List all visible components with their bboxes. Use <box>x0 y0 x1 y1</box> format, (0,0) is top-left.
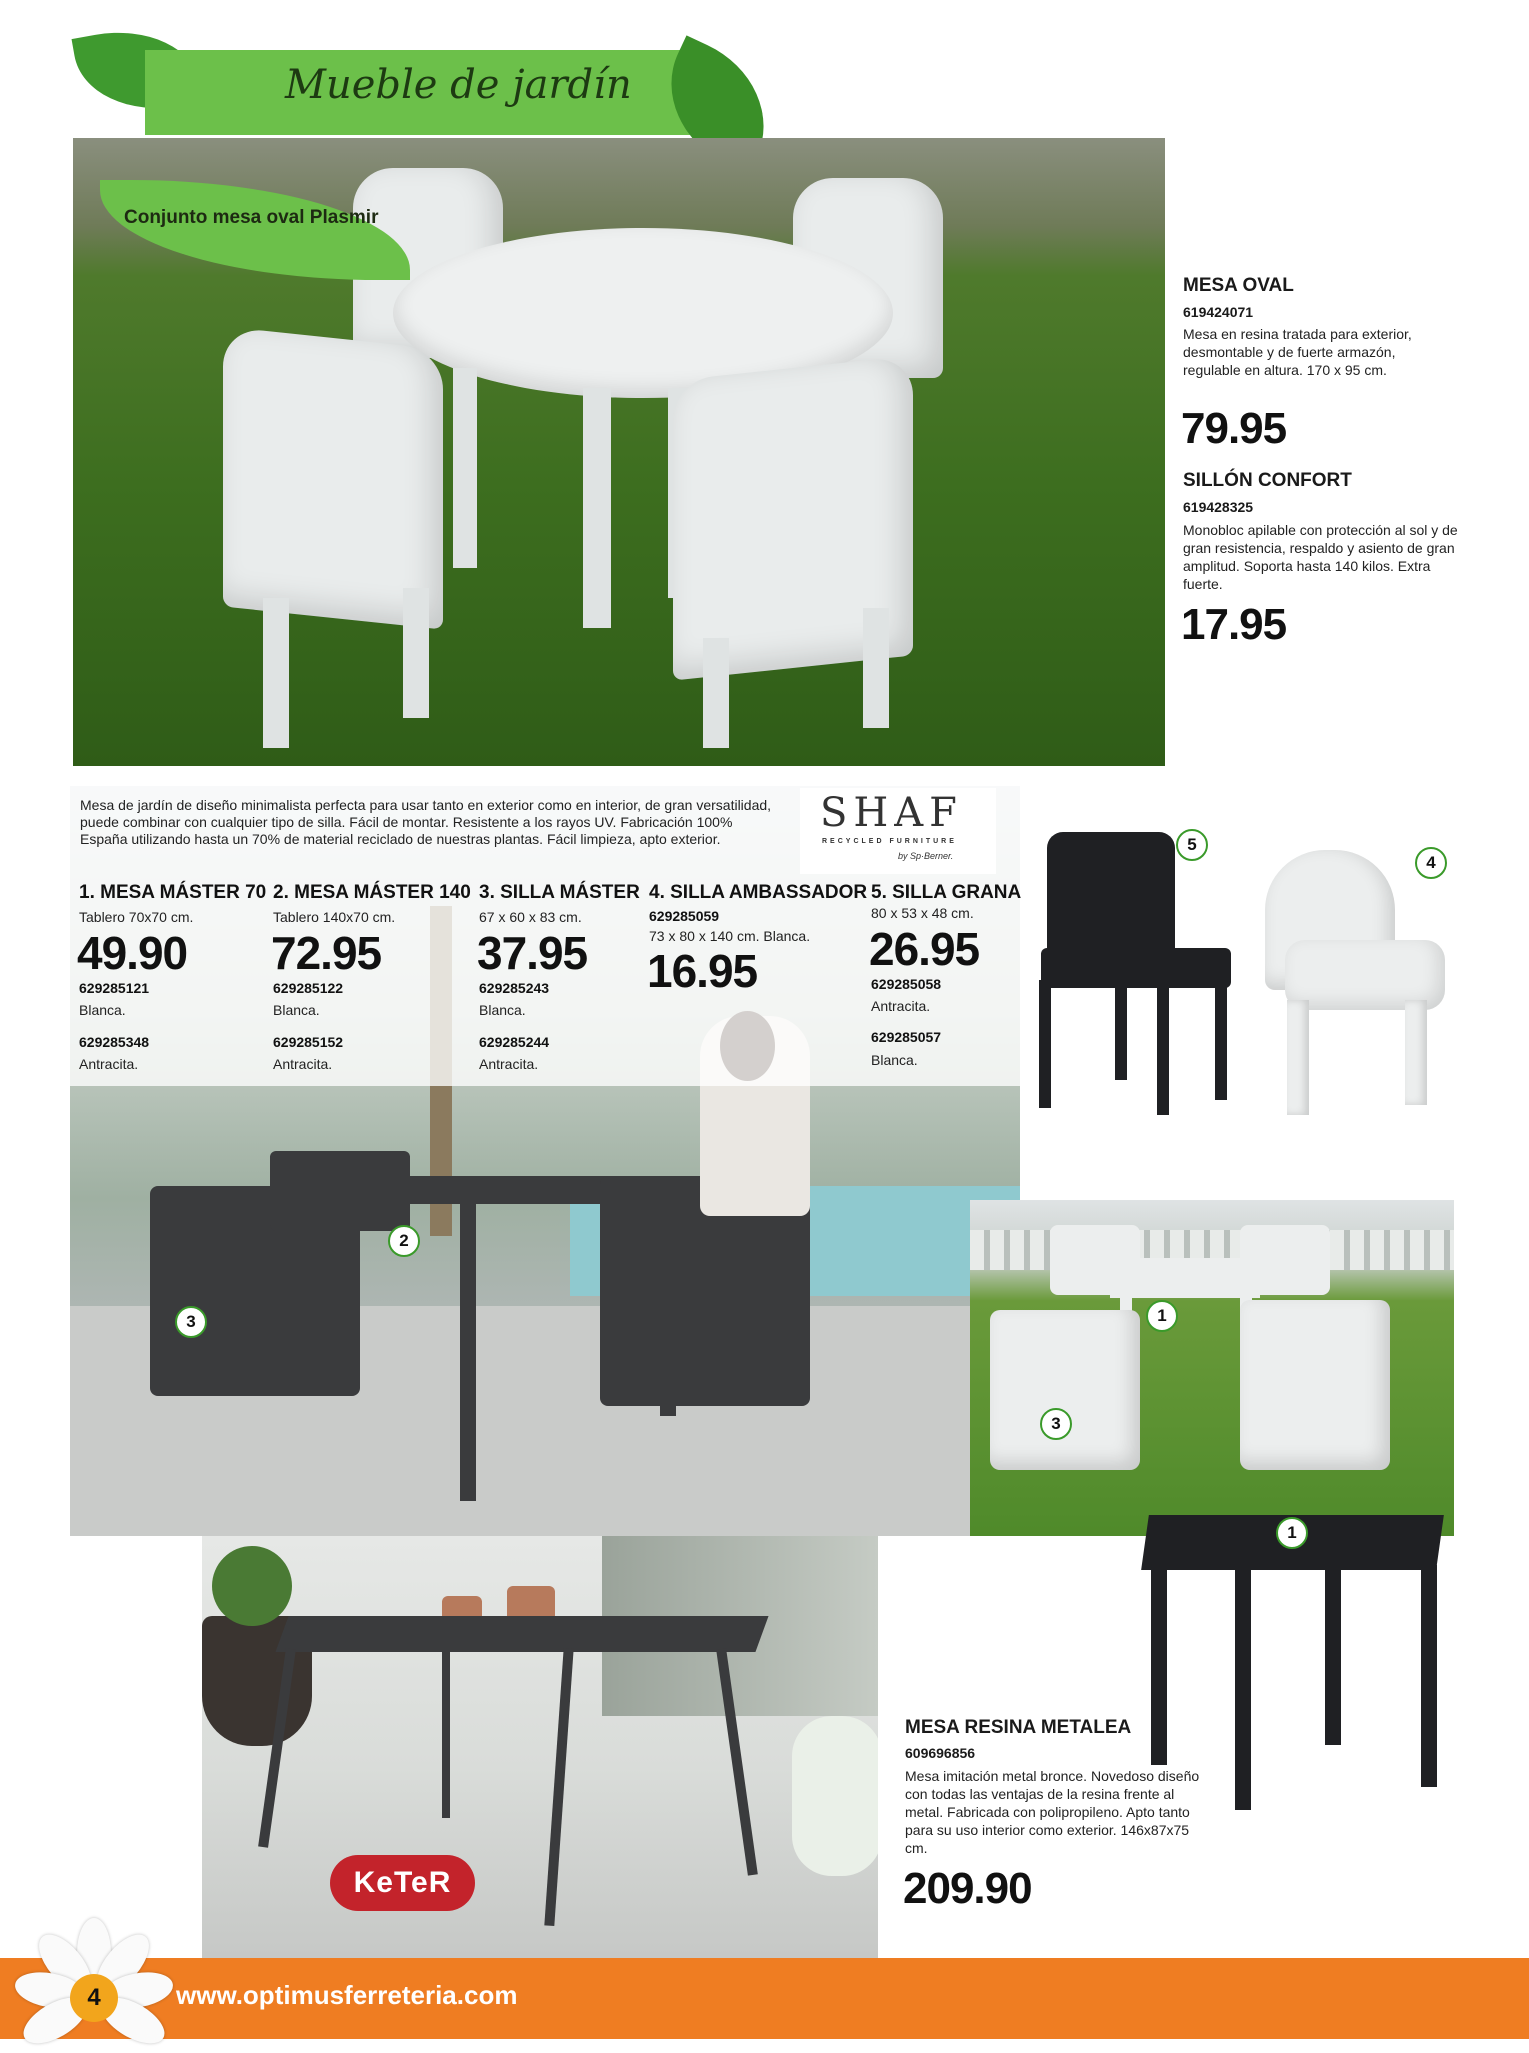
item-color: Blanca. <box>79 1002 126 1018</box>
item-code: 629285244 <box>479 1034 550 1050</box>
item-dimensions: Tablero 70x70 cm. <box>79 909 194 925</box>
item-code: 629285348 <box>79 1034 150 1050</box>
item-dimensions: Tablero 140x70 cm. <box>273 909 396 925</box>
shaf-logo: SHAF <box>820 790 963 836</box>
hero-tag-label: Conjunto mesa oval Plasmir <box>124 207 379 228</box>
item-color: Antracita. <box>479 1056 539 1072</box>
badge-number: 3 <box>175 1306 207 1338</box>
item-title: 4. SILLA AMBASSADOR <box>649 882 868 903</box>
item-code: 629285058 <box>871 976 942 992</box>
item-title: 5. SILLA GRANA <box>871 882 1022 903</box>
keter-logo: KeTeR <box>330 1855 475 1911</box>
product-name-metalea: MESA RESINA METALEA <box>905 1717 1132 1738</box>
footer-website-link[interactable]: www.optimusferreteria.com <box>176 1980 518 2010</box>
shaf-logo-by: by Sp·Berner. <box>898 851 954 861</box>
badge-number: 1 <box>1146 1300 1178 1332</box>
item-code: 629285059 <box>649 908 720 924</box>
white-chair-master <box>990 1310 1140 1470</box>
product-price-sillon-confort: 17.95 <box>1181 600 1287 649</box>
item-title: 1. MESA MÁSTER 70 <box>79 882 267 903</box>
item-code: 629285121 <box>79 980 150 996</box>
item-dimensions: 80 x 53 x 48 cm. <box>871 905 974 921</box>
shaf-intro-text: Mesa de jardín de diseño minimalista perfecta para usar tanto en exterior como en interior, de gran versatilidad, puede combinar con cualquier tipo de silla. Fácil de montar. Resistente a los rayos UV. Fabricación 100% España utilizando hasta un 70% de material reciclado de nuestras plantas. Fácil limpieza, apto exterior. <box>80 797 772 847</box>
item-code: 629285057 <box>871 1029 942 1045</box>
item-price: 37.95 <box>477 927 588 979</box>
shaf-logo-sub: RECYCLED FURNITURE <box>822 838 957 845</box>
badge-number: 3 <box>1040 1408 1072 1440</box>
product-price-metalea: 209.90 <box>903 1864 1032 1913</box>
item-color: Blanca. <box>273 1002 320 1018</box>
chair-front-left <box>223 326 443 629</box>
photo-metalea-table <box>202 1536 878 1958</box>
item-color: Antracita. <box>273 1056 333 1072</box>
item-color: Blanca. <box>479 1002 526 1018</box>
product-name-mesa-oval: MESA OVAL <box>1183 275 1294 296</box>
badge-number: 5 <box>1176 829 1208 861</box>
item-price: 16.95 <box>647 945 758 997</box>
item-price: 72.95 <box>271 927 382 979</box>
section-title: Mueble de jardín <box>285 62 632 108</box>
metalea-table-top <box>275 1616 768 1652</box>
item-title: 2. MESA MÁSTER 140 <box>273 882 471 903</box>
item-dimensions: 67 x 60 x 83 cm. <box>479 909 582 925</box>
item-title: 3. SILLA MÁSTER <box>479 882 640 903</box>
page-number: 4 <box>70 1974 118 2022</box>
badge-number: 2 <box>388 1225 420 1257</box>
chair-grana-antracita <box>1035 830 1235 1120</box>
item-dimensions: 73 x 80 x 140 cm. Blanca. <box>649 928 811 944</box>
photo-white-master-set <box>970 1200 1454 1536</box>
badge-number: 1 <box>1276 1517 1308 1549</box>
badge-number: 4 <box>1415 847 1447 879</box>
product-desc-metalea: Mesa imitación metal bronce. Novedoso diseño con todas las ventajas de la resina frente al metal. Fabricada con polipropileno. Apto tanto para su uso interior como exterior. 146x87x75 cm. <box>905 1768 1200 1856</box>
item-price: 26.95 <box>869 923 980 975</box>
item-color: Antracita. <box>79 1056 139 1072</box>
product-code-mesa-oval: 619424071 <box>1183 304 1254 320</box>
product-name-sillon-confort: SILLÓN CONFORT <box>1183 470 1352 491</box>
product-code-metalea: 609696856 <box>905 1745 976 1761</box>
item-code: 629285152 <box>273 1034 344 1050</box>
item-color: Blanca. <box>871 1052 918 1068</box>
product-price-mesa-oval: 79.95 <box>1181 404 1287 453</box>
item-price: 49.90 <box>77 927 188 979</box>
product-desc-sillon-confort: Monobloc apilable con protección al sol y de gran resistencia, respaldo y asiento de gran amplitud. Soporta hasta 140 kilos. Extra fuerte. <box>1183 522 1458 592</box>
item-color: Antracita. <box>871 998 931 1014</box>
product-desc-mesa-oval: Mesa en resina tratada para exterior, desmontable y de fuerte armazón, regulable en altura. 170 x 95 cm. <box>1183 326 1412 378</box>
item-code: 629285243 <box>479 980 550 996</box>
product-code-sillon-confort: 619428325 <box>1183 499 1254 515</box>
item-code: 629285122 <box>273 980 344 996</box>
chair-ambassador-blanca <box>1255 850 1455 1120</box>
